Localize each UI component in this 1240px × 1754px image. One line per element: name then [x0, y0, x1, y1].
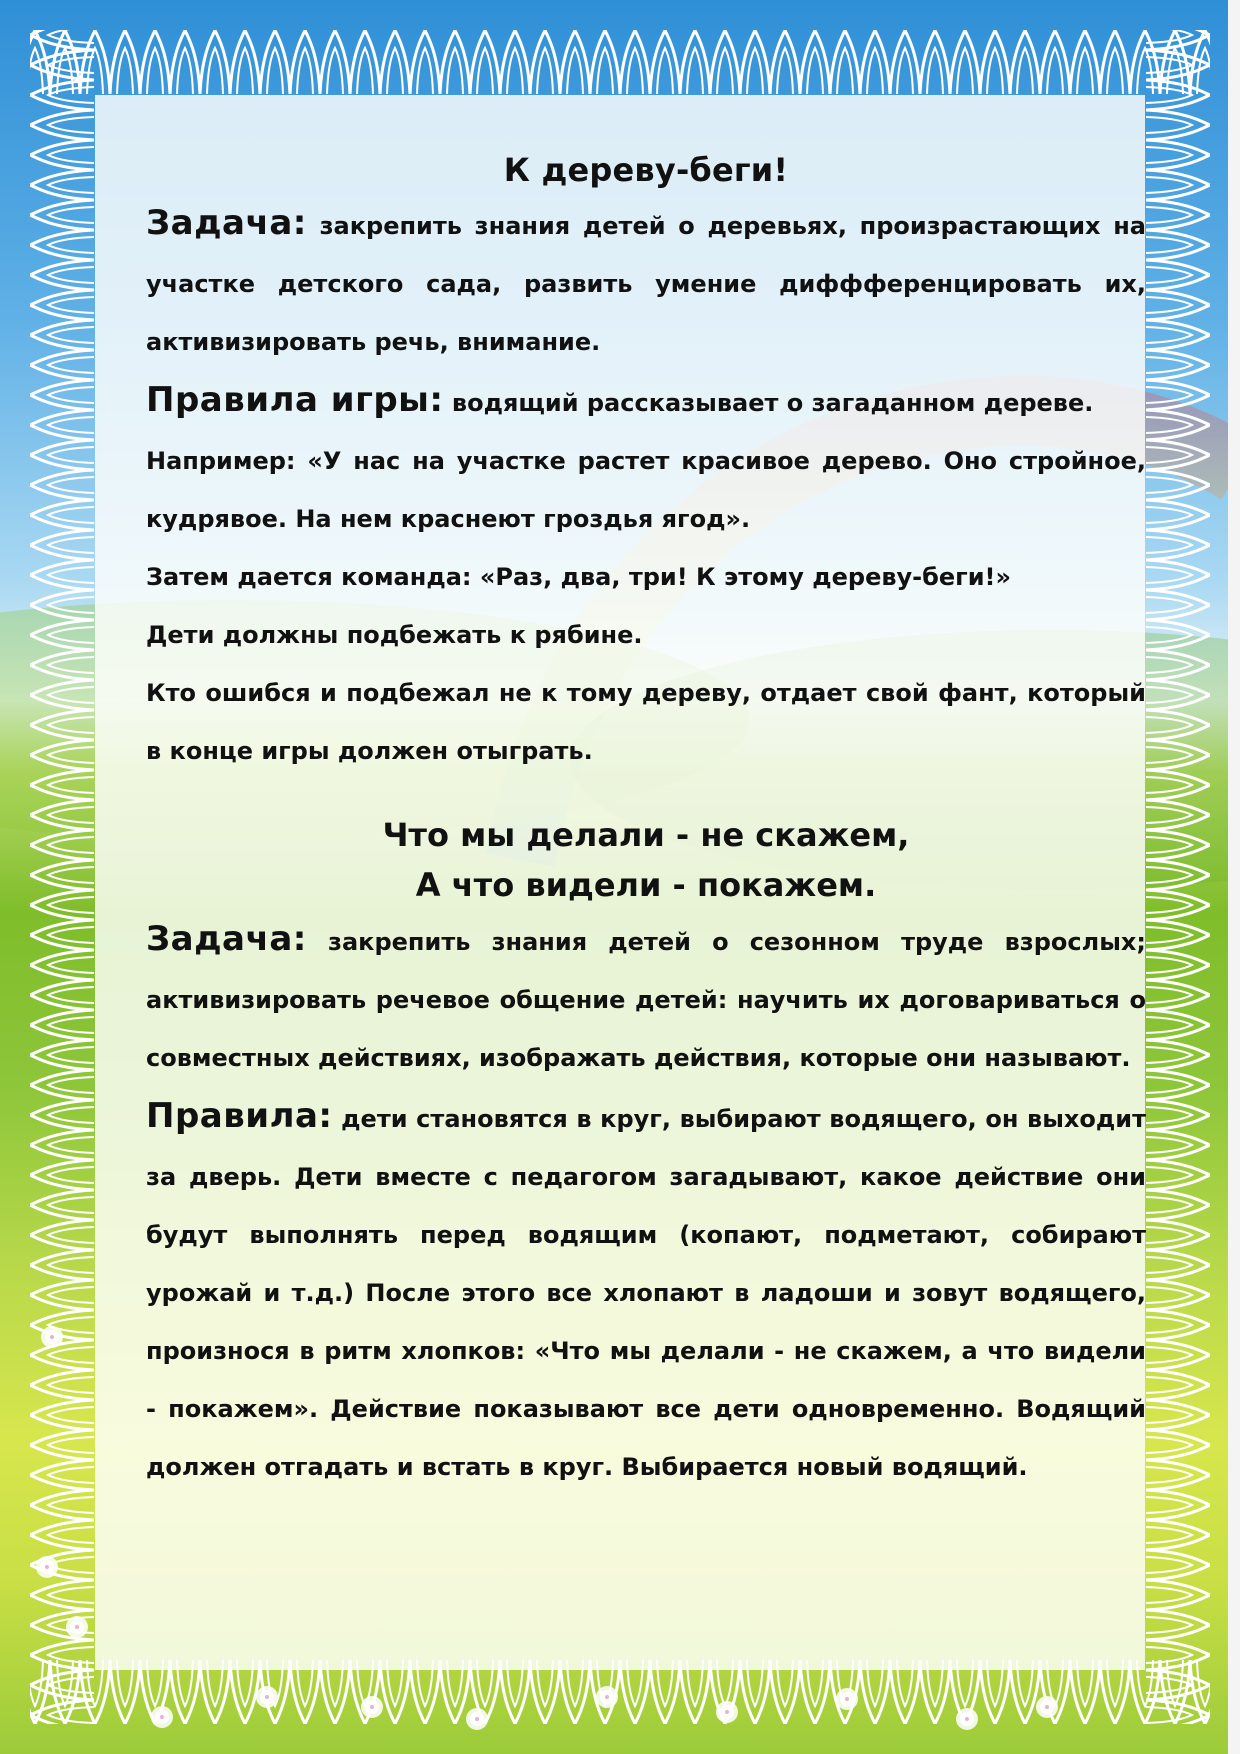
- document-body: [146, 150, 1146, 1496]
- game1-title: К дереву-беги!: [503, 151, 789, 189]
- game1-rules-label: Правила игры:: [146, 380, 444, 420]
- game2-task-label: Задача:: [146, 919, 307, 959]
- game1-command: Затем дается команда: «Раз, два, три! К этому дереву-беги!»: [146, 563, 1011, 591]
- game1-penalty: Кто ошибся и подбежал не к тому дереву, отдает свой фант, который в конце игры должен отыграть.: [146, 679, 1146, 765]
- game1-example: Например: «У нас на участке растет красивое дерево. Оно стройное, кудрявое. На нем краснеют гроздья ягод».: [146, 447, 1146, 533]
- game1-run: Дети должны подбежать к рябине.: [146, 621, 643, 649]
- game1-task: [146, 194, 1146, 371]
- game1-rules-text: водящий рассказывает о загаданном дереве.: [443, 389, 1094, 417]
- game2-task-text: закрепить знания детей о сезонном труде взрослых; активизировать речевое общение детей: научить их договариваться о совместных действиях, изображать действия, которые они называют.: [146, 928, 1146, 1072]
- game2-title-line2: А что видели - покажем.: [415, 866, 877, 904]
- game2-rules-text: дети становятся в круг, выбирают водящего, он выходит за дверь. Дети вместе с педагогом загадывают, какое действие они будут выполнять перед водящим (копают, подметают, собирают урожай и т.д.) После этого все хлопают в ладоши и зовут водящего, произнося в ритм хлопков: «Что мы делали - не скажем, а что видели - покажем». Действие показывают все дети одновременно. Водящий должен отгадать и встать в круг. Выбирается новый водящий.: [146, 1105, 1146, 1481]
- game1-task-text: закрепить знания детей о деревьях, произрастающих на участке детского сада, развить умение диффференцировать их, активизировать речь, внимание.: [146, 212, 1146, 356]
- game2-rules-label: Правила:: [146, 1096, 333, 1136]
- game2-task: [146, 910, 1146, 1087]
- scan-paper-edge: [1228, 0, 1240, 1754]
- game1-task-label: Задача:: [146, 203, 307, 243]
- game1-rules: [146, 371, 1146, 432]
- game2-title-line1: Что мы делали - не скажем,: [382, 816, 910, 854]
- game2-rules: [146, 1087, 1146, 1496]
